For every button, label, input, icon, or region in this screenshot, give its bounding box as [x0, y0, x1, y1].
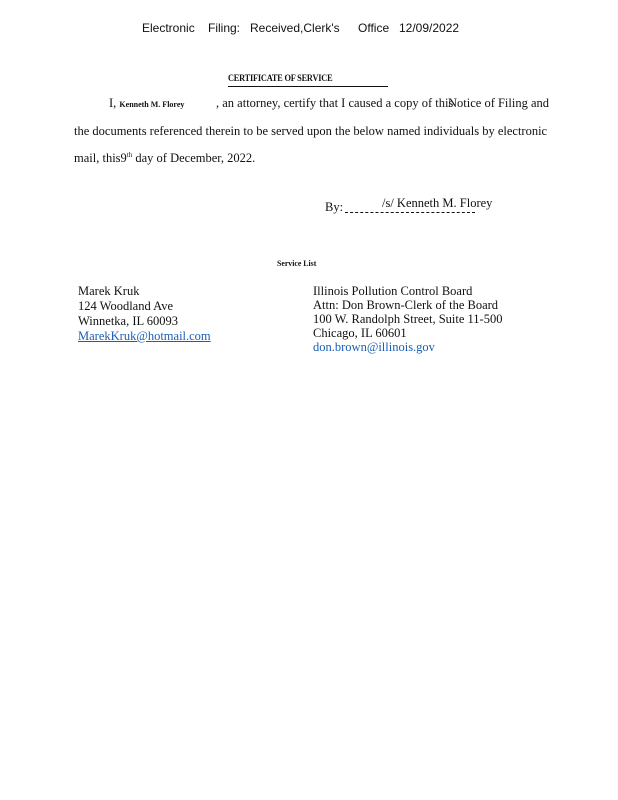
certificate-line-2: the documents referenced therein to be served upon the below named individuals by electronic	[74, 124, 548, 138]
line3-day: 9	[120, 151, 127, 165]
signature-line	[345, 212, 475, 213]
attorney-name: Kenneth M. Florey	[119, 100, 185, 109]
service-list-title: Service List	[277, 258, 317, 268]
recipient-street: 100 W. Randolph Street, Suite 11-500	[313, 312, 503, 326]
signature-text: /s/ Kenneth M. Florey	[382, 196, 493, 210]
recipient-street: 124 Woodland Ave	[78, 299, 174, 313]
certificate-line-3	[74, 151, 255, 166]
recipient-attn: Attn: Don Brown-Clerk of the Board	[313, 298, 499, 312]
header-office: Office	[358, 21, 390, 35]
line1-suffix: Notice of Filing and	[448, 96, 550, 110]
service-recipient-right	[313, 284, 502, 354]
line1-prefix: I,	[109, 96, 117, 110]
recipient-email-link[interactable]: don.brown@illinois.gov	[313, 340, 435, 354]
recipient-city: Chicago, IL 60601	[313, 326, 407, 340]
recipient-org: Illinois Pollution Control Board	[313, 284, 473, 298]
recipient-name: Marek Kruk	[78, 284, 140, 298]
line3-prefix: mail, this	[74, 151, 121, 165]
service-recipient-left	[78, 284, 211, 344]
by-label: By:	[325, 200, 344, 214]
line1-text: , an attorney, certify that I caused a copy of this	[216, 96, 454, 110]
certificate-line-1-suffix	[448, 96, 549, 111]
header-filing: Filing:	[208, 21, 241, 35]
header-received: Received,Clerk's	[250, 21, 340, 35]
certificate-line-1-text	[216, 96, 453, 111]
certificate-title: CERTIFICATE OF SERVICE	[228, 73, 333, 83]
header-electronic: Electronic	[142, 21, 195, 35]
line3-suffix: day of December, 2022.	[135, 151, 256, 165]
certificate-title-underline	[228, 86, 388, 87]
line3-sup: th	[126, 151, 133, 159]
recipient-city: Winnetka, IL 60093	[78, 314, 179, 328]
recipient-email-link[interactable]: MarekKruk@hotmail.com	[78, 329, 211, 343]
certificate-line-1	[109, 96, 184, 111]
header-date: 12/09/2022	[399, 21, 460, 35]
